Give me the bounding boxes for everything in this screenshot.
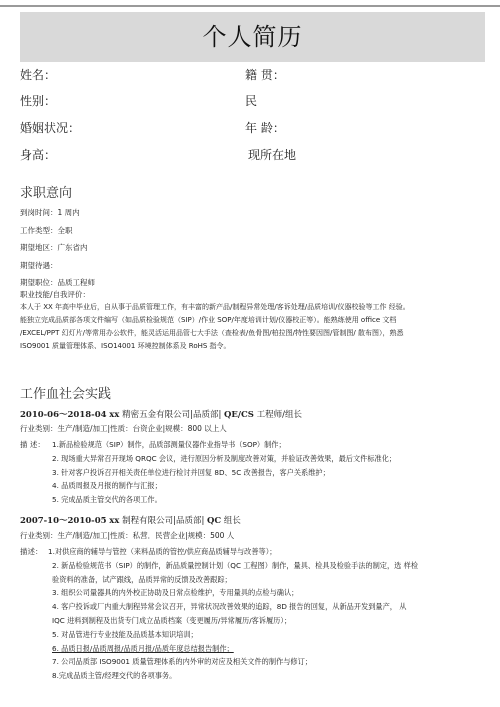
skills-line: 本人于 XX 年高中毕业后，自从事于品质管理工作，有丰富的新产品/制程异常处理/客诉处理/品质培训/仪器校验等工作 经验。: [20, 303, 410, 311]
list-item: 7. 公司品质部 ISO9001 质量管理体系的内外审的对应及相关文件的制作与修订；: [52, 657, 312, 667]
desc-label: 描 述：: [20, 440, 45, 449]
residence-label: 现所在地: [248, 148, 297, 162]
age-label: 年 龄：: [245, 121, 285, 135]
job-header: [20, 514, 241, 526]
list-item: 4. 品质周报及月报的制作与汇报；: [52, 481, 162, 491]
intent-line: 到岗时间：1 周内: [20, 208, 80, 217]
skills-label: 职业技能/自我评价：: [20, 290, 91, 299]
list-item: 1.对供应商的辅导与管控（来料品质的管控/供应商品质辅导与改善等）；: [48, 547, 277, 556]
list-item: 2. 现场重大异常召开现场 QRQC 会议，进行原因分析及制度改善对策，并验证改善效果，最后文件标准化；: [52, 453, 397, 463]
job-period: 2010-06～2018-04: [20, 410, 107, 420]
company-prefix: xx: [109, 516, 120, 526]
list-item: 5. 完成品质主管交代的各项工作。: [52, 495, 162, 505]
job-duty-list: [52, 438, 396, 507]
skills-block: [20, 288, 490, 353]
skills-line: 能独立完成品质部各项文件编写（如品质检验规范（SIP）/作业 SOP/年度培训计划/仪器校正等）。能熟练使用 office 文档: [20, 316, 397, 324]
intent-heading: 求职意向: [20, 186, 73, 201]
position-title: 工程师/组长: [256, 410, 302, 420]
list-item: 1.新品检验规范（SIP）制作，品质部测量仪器作业指导书（SOP）制作；: [52, 440, 286, 449]
intent-line: 期望职位：品质工程师: [20, 278, 95, 287]
marital-label: 婚姻状况：: [20, 121, 81, 135]
height-label: 身高：: [20, 148, 57, 162]
ethnic-label: 民: [245, 94, 258, 108]
company-name: 制程有限公司|品质部|: [122, 516, 205, 526]
gender-label: 性别：: [20, 94, 57, 108]
list-item: 4. 客户投诉或厂内重大制程异常会议召开，异常状况改善效果的追踪，8D 报告的回复，从新品开发到量产， 从: [52, 602, 407, 612]
page-title: 个人简历: [202, 23, 303, 51]
company-name: 精密五金有限公司|品质部|: [122, 410, 222, 420]
title-band: [20, 12, 485, 62]
list-item: 6. 品质日报/品质周报/品质月报/品质年度总结报告制作；: [52, 643, 234, 653]
position-code: QE/CS: [224, 410, 254, 420]
job-duty-list: [48, 545, 418, 683]
job-category: 行业类别：生产/制造/加工|性质：台资企业|规模：800 以上人: [20, 424, 227, 433]
list-item: 8.完成品质主管/经理交代的各项事务。: [52, 671, 177, 681]
job-period: 2007-10～2010-05: [20, 516, 107, 526]
experience-heading: 工作血社会实践: [20, 387, 112, 402]
top-rule: [0, 5, 500, 7]
intent-line: 期望待遇：: [20, 260, 58, 270]
origin-label: 籍 贯：: [245, 68, 285, 82]
position-title: 组长: [223, 516, 241, 526]
position-code: QC: [207, 516, 222, 526]
intent-line: 工作类型：全职: [20, 225, 73, 235]
list-item: 5. 对品管进行专业技能及品质基本知识培训；: [52, 629, 198, 639]
list-item: IQC 进料到制程及出货专门成立品质档案（变更履历/异常履历/客诉履历）；: [52, 615, 292, 625]
list-item: 3. 组织公司量器具的内外校正协助及日常点检维护，专用量具的点检与确认；: [52, 588, 299, 598]
company-prefix: xx: [109, 410, 120, 420]
intent-line: 期望地区：广东省内: [20, 243, 88, 252]
job-header: [20, 408, 302, 420]
name-label: 姓名：: [20, 68, 57, 82]
desc-label: 描述：: [20, 547, 43, 556]
skills-line: /EXCEL/PPT 幻灯片/等常用办公软件，能灵活运用品管七大手法（查检表/鱼骨图/柏拉图/特性要因图/管制图/ 散布图），熟悉: [20, 329, 404, 337]
intent-list: [20, 206, 95, 294]
job-category: 行业类别：生产/制造/加工|性质：私营．民营企业|规模：500 人: [20, 531, 235, 540]
skills-line: ISO9001 质量管理体系、ISO14001 环境控制体系及 RoHS 指令。: [20, 342, 231, 350]
list-item: 2. 新品检验规范书（SIP）的制作，新品质量控制计划（QC 工程图）制作，量具、检具及检验手法的制定，选 样检: [52, 560, 419, 570]
list-item: 验资料的准备，试产跟线，品质异常的反馈及改善跟踪；: [52, 574, 232, 584]
list-item: 3. 针对客户投诉召开相关责任单位进行检讨并回复 8D、5C 改善报告，客户关系维护；: [52, 467, 330, 477]
